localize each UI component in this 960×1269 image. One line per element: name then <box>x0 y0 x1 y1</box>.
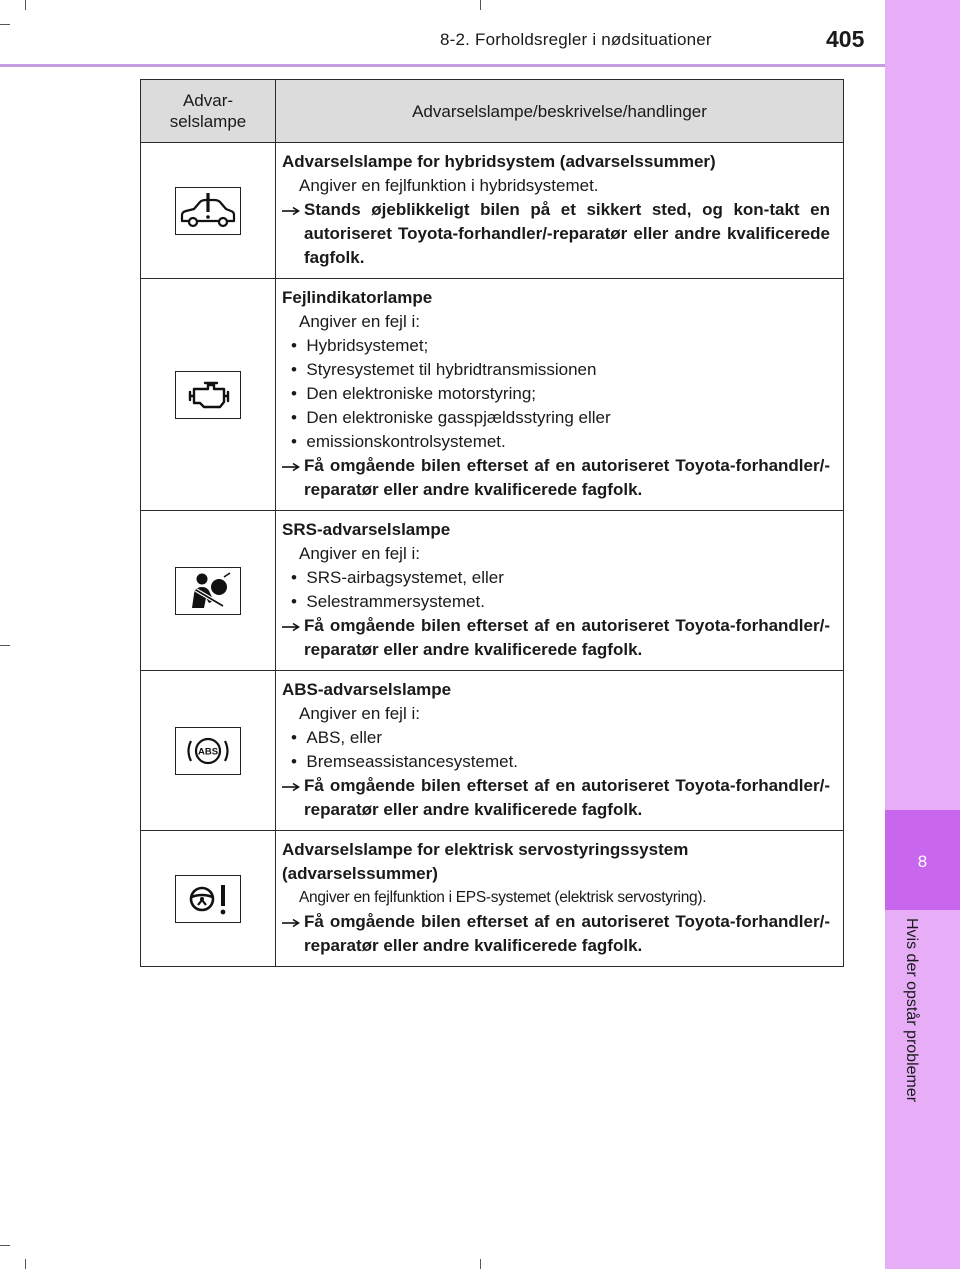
lamp-action-text: Få omgående bilen efterset af en autoriseret Toyota-forhandler/-reparatør eller andre kvalificerede fagfolk. <box>304 776 830 819</box>
lamp-description-cell <box>276 143 844 279</box>
list-item: • emissionskontrolsystemet. <box>291 432 506 451</box>
list-item: • Bremseassistancesystemet. <box>291 752 519 771</box>
srs-airbag-icon <box>175 567 241 615</box>
lamp-icon-cell <box>141 671 276 831</box>
arrow-right-icon <box>282 782 300 792</box>
lamp-description: Angiver en fejlfunktion i hybridsystemet. <box>299 176 599 195</box>
chapter-label: Hvis der opstår problemer <box>903 918 920 1103</box>
arrow-right-icon <box>282 918 300 928</box>
lamp-description-cell <box>276 511 844 671</box>
crop-mark <box>480 1259 481 1269</box>
lamp-description-cell <box>276 831 844 967</box>
lamp-title: SRS-advarselslampe <box>282 520 451 539</box>
lamp-icon-cell <box>141 143 276 279</box>
hybrid-system-warning-icon <box>175 187 241 235</box>
lamp-description: Angiver en fejlfunktion i EPS-systemet (elektrisk servostyring). <box>299 889 707 906</box>
table-row <box>141 279 844 511</box>
lamp-description-cell <box>276 279 844 511</box>
lamp-action-text: Stands øjeblikkeligt bilen på et sikkert sted, og kon-takt en autoriseret Toyota-forhandler/-reparatør eller andre kvalificerede fagfolk. <box>304 200 830 267</box>
table-header-row <box>141 80 844 143</box>
lamp-action-text: Få omgående bilen efterset af en autoriseret Toyota-forhandler/-reparatør eller andre kvalificerede fagfolk. <box>304 456 830 499</box>
lamp-description-cell <box>276 671 844 831</box>
lamp-description: Angiver en fejl i: <box>299 544 420 563</box>
lamp-action <box>282 454 830 502</box>
column-header-description: Advarselslampe/beskrivelse/handlinger <box>276 80 844 143</box>
table-row <box>141 671 844 831</box>
lamp-action <box>282 614 830 662</box>
list-item: • ABS, eller <box>291 728 382 747</box>
lamp-description: Angiver en fejl i: <box>299 312 420 331</box>
crop-mark <box>480 0 481 10</box>
list-item: • Hybridsystemet; <box>291 336 429 355</box>
crop-mark <box>0 645 10 646</box>
abs-icon-label: ABS <box>197 746 219 757</box>
column-header-lamp: Advar- selslampe <box>141 80 276 143</box>
chapter-number: 8 <box>917 852 928 871</box>
lamp-action-text: Få omgående bilen efterset af en autoriseret Toyota-forhandler/-reparatør eller andre kvalificerede fagfolk. <box>304 616 830 659</box>
chapter-side-tab <box>885 0 960 1269</box>
lamp-description: Angiver en fejl i: <box>299 704 420 723</box>
lamp-title: ABS-advarselslampe <box>282 680 452 699</box>
list-item: • Den elektroniske gasspjældsstyring eller <box>291 408 611 427</box>
crop-mark <box>0 24 10 25</box>
lamp-action <box>282 774 830 822</box>
lamp-title: Fejlindikatorlampe <box>282 288 433 307</box>
lamp-title: Advarselslampe for hybridsystem (advarselssummer) <box>282 152 716 171</box>
lamp-title-continued: (advarselssummer) <box>282 864 438 883</box>
table-row <box>141 511 844 671</box>
list-item: • SRS-airbagsystemet, eller <box>291 568 504 587</box>
lamp-action-text: Få omgående bilen efterset af en autoriseret Toyota-forhandler/-reparatør eller andre kvalificerede fagfolk. <box>304 912 830 955</box>
header-divider <box>0 64 885 67</box>
table-row <box>141 143 844 279</box>
crop-mark <box>25 1259 26 1269</box>
malfunction-indicator-icon <box>175 371 241 419</box>
table-row <box>141 831 844 967</box>
list-item: • Styresystemet til hybridtransmissionen <box>291 360 597 379</box>
list-item: • Selestrammersystemet. <box>291 592 485 611</box>
eps-steering-warning-icon <box>175 875 241 923</box>
crop-mark <box>0 1245 10 1246</box>
lamp-icon-cell <box>141 511 276 671</box>
section-title: 8-2. Forholdsregler i nødsituationer <box>440 30 712 49</box>
abs-warning-icon <box>175 727 241 775</box>
chapter-label-wrap <box>900 918 920 1148</box>
lamp-icon-cell <box>141 279 276 511</box>
lamp-action <box>282 910 830 958</box>
warning-lamp-table <box>140 79 844 967</box>
page-number: 405 <box>826 26 865 52</box>
lamp-title: Advarselslampe for elektrisk servostyringssystem <box>282 840 689 859</box>
lamp-action <box>282 198 830 270</box>
lamp-icon-cell <box>141 831 276 967</box>
arrow-right-icon <box>282 622 300 632</box>
arrow-right-icon <box>282 206 300 216</box>
crop-mark <box>25 0 26 10</box>
list-item: • Den elektroniske motorstyring; <box>291 384 536 403</box>
arrow-right-icon <box>282 462 300 472</box>
